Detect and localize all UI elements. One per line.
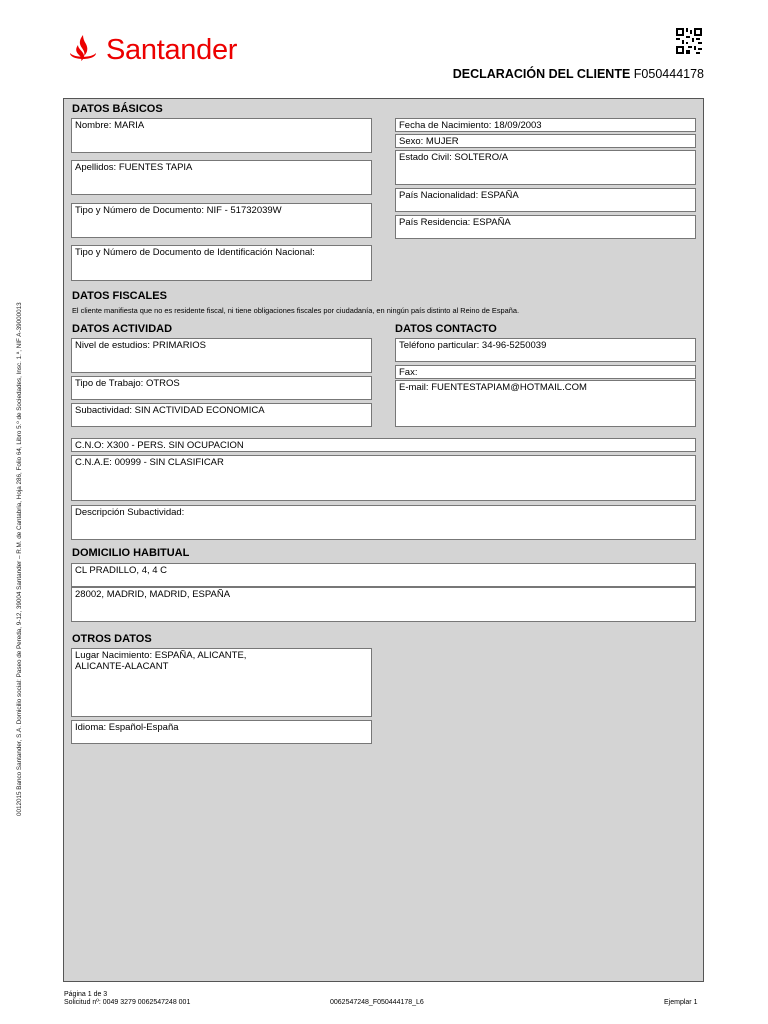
field-nombre: Nombre: MARIA — [71, 118, 372, 153]
section-datos-actividad: DATOS ACTIVIDAD — [72, 323, 173, 335]
document-code: F050444178 — [633, 67, 704, 81]
field-documento: Tipo y Número de Documento: NIF - 51732039W — [71, 203, 372, 238]
field-apellidos: Apellidos: FUENTES TAPIA — [71, 160, 372, 195]
section-otros-datos: OTROS DATOS — [72, 633, 152, 645]
field-documento-nacional: Tipo y Número de Documento de Identificación Nacional: — [71, 245, 372, 281]
section-datos-fiscales: DATOS FISCALES — [72, 290, 167, 302]
field-fecha-nacimiento: Fecha de Nacimiento: 18/09/2003 — [395, 118, 696, 132]
field-cnae: C.N.A.E: 00999 - SIN CLASIFICAR — [71, 455, 696, 501]
footer-ejemplar: Ejemplar 1 — [664, 999, 698, 1006]
field-cno: C.N.O: X300 - PERS. SIN OCUPACION — [71, 438, 696, 452]
document-title — [453, 67, 704, 81]
field-tipo-trabajo: Tipo de Trabajo: OTROS — [71, 376, 372, 400]
fiscal-declaration-note: El cliente manifiesta que no es residente fiscal, ni tiene obligaciones fiscales por ciudadanía, en ningún país distinto al Reino de España. — [72, 306, 520, 315]
section-datos-basicos: DATOS BÁSICOS — [72, 103, 163, 115]
document-title-text: DECLARACIÓN DEL CLIENTE — [452, 67, 631, 81]
field-telefono: Teléfono particular: 34-96-5250039 — [395, 338, 696, 362]
section-domicilio-habitual: DOMICILIO HABITUAL — [72, 547, 190, 559]
field-email: E-mail: FUENTESTAPIAM@HOTMAIL.COM — [395, 380, 696, 427]
section-datos-contacto: DATOS CONTACTO — [395, 323, 497, 335]
field-fax: Fax: — [395, 365, 696, 379]
qr-code-icon — [676, 28, 702, 54]
flame-icon — [66, 33, 100, 67]
field-idioma: Idioma: Español-España — [71, 720, 372, 744]
field-lugar-nacimiento — [71, 648, 372, 717]
field-pais-residencia: País Residencia: ESPAÑA — [395, 215, 696, 239]
footer-pagina: Página 1 de 3 — [64, 991, 108, 998]
field-sexo: Sexo: MUJER — [395, 134, 696, 148]
field-subactividad: Subactividad: SIN ACTIVIDAD ECONOMICA — [71, 403, 372, 427]
field-direccion: CL PRADILLO, 4, 4 C — [71, 563, 696, 587]
footer-referencia: 0062547248_F050444178_L6 — [330, 999, 424, 1006]
field-pais-nacionalidad: País Nacionalidad: ESPAÑA — [395, 188, 696, 212]
field-estado-civil: Estado Civil: SOLTERO/A — [395, 150, 696, 185]
field-localidad: 28002, MADRID, MADRID, ESPAÑA — [71, 587, 696, 622]
field-nivel-estudios: Nivel de estudios: PRIMARIOS — [71, 338, 372, 373]
brand-name: Santander — [106, 33, 238, 66]
field-descripcion-subactividad: Descripción Subactividad: — [71, 505, 696, 540]
santander-logo — [66, 30, 237, 70]
legal-side-text: 0012015 Banco Santander, S.A. Domicilio social: Paseo de Pereda, 9-12, 39004 Santander – R.M. de Cantabria, Hoja 286, Folio 64, Libro 5.º de Sociedades, Insc. 1.ª, NIF A-39000013 — [16, 302, 23, 816]
footer-solicitud: Solicitud nº: 0049 3279 0062547248 001 — [64, 999, 191, 1006]
lugar-nacimiento-text: Lugar Nacimiento: ESPAÑA, ALICANTE, ALICANTE-ALACANT — [75, 650, 247, 672]
